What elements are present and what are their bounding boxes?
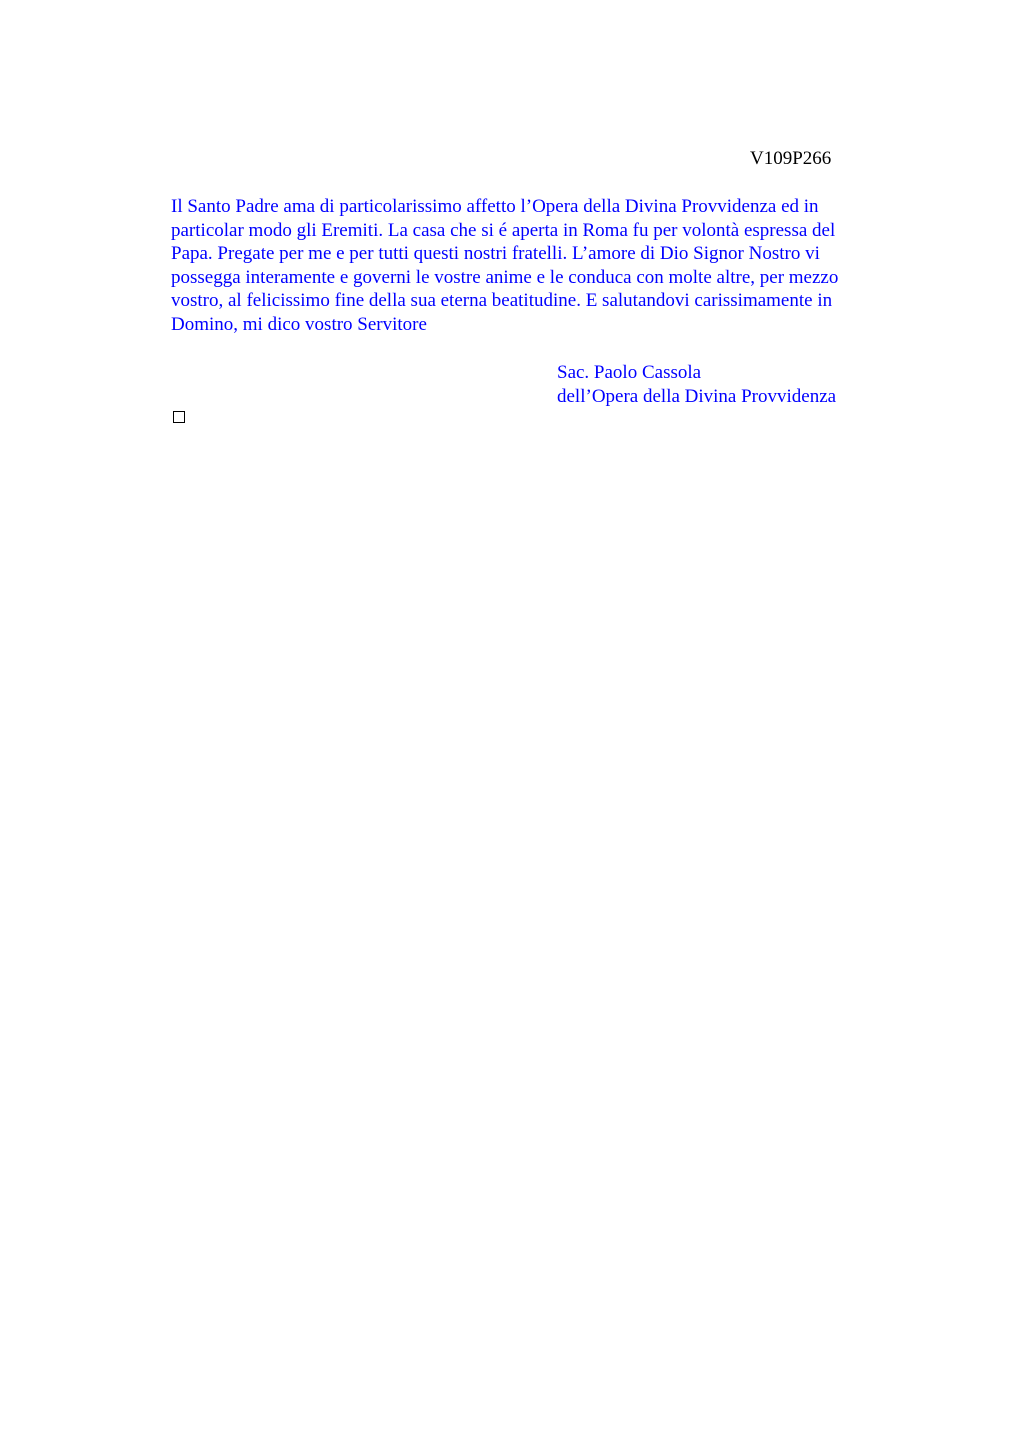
paragraph-line: Il Santo Padre ama di particolarissimo affetto l’Opera della Divina Provvidenza ed in [171, 196, 819, 217]
paragraph-line: vostro, al felicissimo fine della sua eterna beatitudine. E salutandovi carissimamente in [171, 290, 833, 312]
signature-name: Sac. Paolo Cassola [557, 362, 702, 383]
page-reference: V109P266 [750, 148, 832, 169]
paragraph-line: particolar modo gli Eremiti. La casa che si é aperta in Roma fu per volontà espressa del [171, 219, 836, 241]
paragraph-line: Domino, mi dico vostro Servitore [171, 313, 427, 335]
paragraph-line: Papa. Pregate per me e per tutti questi nostri fratelli. L’amore di Dio Signor Nostro vi [171, 243, 820, 265]
empty-square-icon [173, 411, 185, 423]
letter-paragraph [171, 195, 903, 337]
paragraph-line: possegga interamente e governi le vostre anime e le conduca con molte altre, per mezzo [171, 266, 839, 288]
signature-affiliation: dell’Opera della Divina Provvidenza [557, 386, 837, 407]
signature-block [557, 361, 836, 409]
